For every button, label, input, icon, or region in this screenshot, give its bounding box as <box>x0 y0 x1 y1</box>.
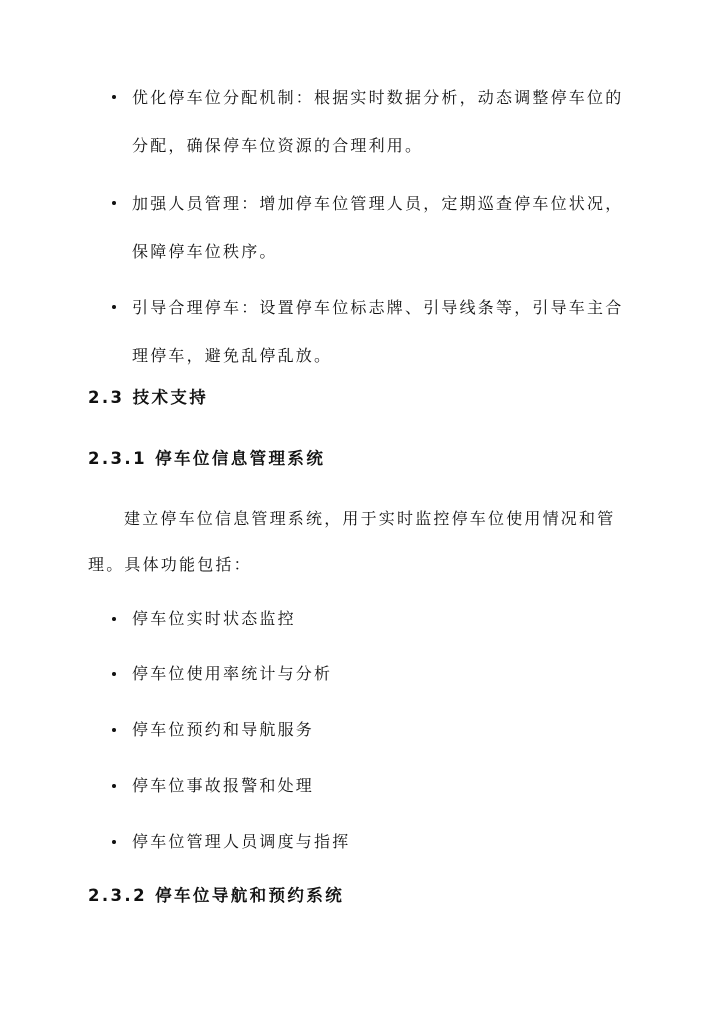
list-item <box>88 655 648 695</box>
bullet-icon <box>112 840 116 844</box>
subsection-heading: 2.3.1 停车位信息管理系统 <box>88 449 326 468</box>
list-item <box>88 767 648 807</box>
list-item <box>88 184 648 280</box>
list-item-text: 引导合理停车：设置停车位标志牌、引导线条等，引导车主合理停车，避免乱停乱放。 <box>132 298 624 365</box>
bullet-icon <box>112 672 116 676</box>
list-item-text: 停车位管理人员调度与指挥 <box>132 832 351 851</box>
list-item-text: 停车位预约和导航服务 <box>132 720 315 739</box>
list-item-text: 停车位事故报警和处理 <box>132 776 315 795</box>
bullet-icon <box>112 95 116 99</box>
list-item <box>88 711 648 751</box>
bullet-icon <box>112 201 116 205</box>
list-item-text: 停车位使用率统计与分析 <box>132 664 333 683</box>
list-item-text: 停车位实时状态监控 <box>132 609 296 628</box>
section-heading: 2.3 技术支持 <box>88 388 209 407</box>
list-item <box>88 600 648 640</box>
list-item-text: 加强人员管理：增加停车位管理人员，定期巡查停车位状况，保障停车位秩序。 <box>132 194 624 261</box>
body-paragraph: 建立停车位信息管理系统，用于实时监控停车位使用情况和管理。具体功能包括： <box>88 509 616 574</box>
bullet-icon <box>112 728 116 732</box>
list-item <box>88 288 648 384</box>
bullet-icon <box>112 305 116 309</box>
list-item <box>88 78 648 174</box>
list-item <box>88 823 648 863</box>
bullet-icon <box>112 784 116 788</box>
list-item-text: 优化停车位分配机制：根据实时数据分析，动态调整停车位的分配，确保停车位资源的合理利用。 <box>132 88 624 155</box>
bullet-icon <box>112 617 116 621</box>
subsection-heading: 2.3.2 停车位导航和预约系统 <box>88 886 345 905</box>
